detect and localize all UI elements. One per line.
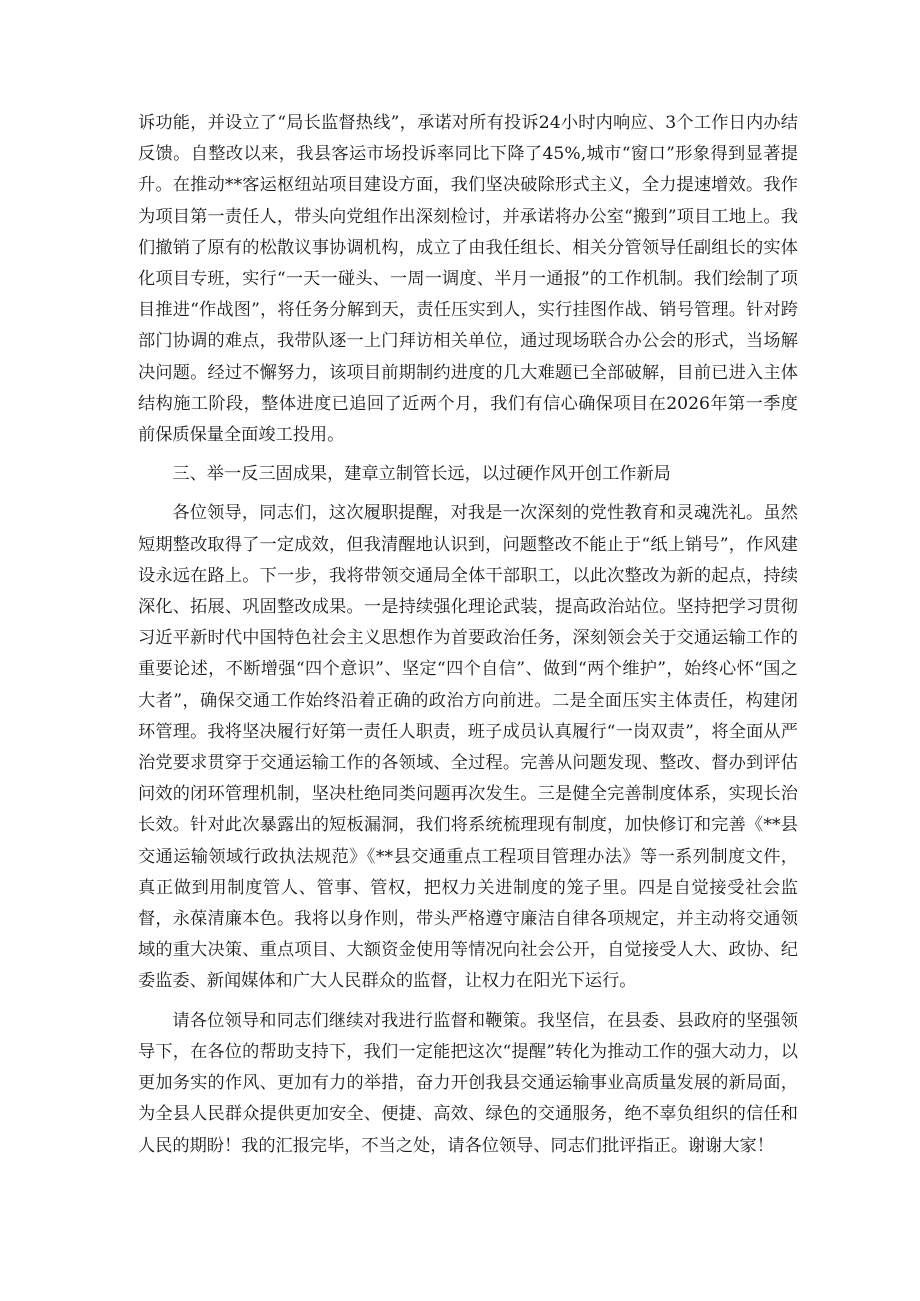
section-heading: 三、举一反三固成果，建章立制管长远，以过硬作风开创工作新局 xyxy=(172,464,671,485)
document-page xyxy=(138,108,798,1162)
paragraph-closing: 请各位领导和同志们继续对我进行监督和鞭策。我坚信，在县委、县政府的坚强领导下，在各位的帮助支持下，我们一定能把这次“提醒”转化为推动工作的强大动力，以更加务实的作风、更加有力的举措，奋力开创我县交通运输事业高质量发展的新局面，为全县人民群众提供更加安全、便捷、高效、绿色的交通服务，绝不辜负组织的信任和人民的期盼！我的汇报完毕，不当之处，请各位领导、同志们批评指正。谢谢大家！ xyxy=(138,1010,798,1156)
paragraph-next-steps: 各位领导，同志们，这次履职提醒，对我是一次深刻的党性教育和灵魂洗礼。虽然短期整改取得了一定成效，但我清醒地认识到，问题整改不能止于“纸上销号”，作风建设永远在路上。下一步，我将带领交通局全体干部职工，以此次整改为新的起点，持续深化、拓展、巩固整改成果。一是持续强化理论武装，提高政治站位。坚持把学习贯彻习近平新时代中国特色社会主义思想作为首要政治任务，深刻领会关于交通运输工作的重要论述，不断增强“四个意识”、坚定“四个自信”、做到“两个维护”，始终心怀“国之大者”，确保交通工作始终沿着正确的政治方向前进。二是全面压实主体责任，构建闭环管理。我将坚决履行好第一责任人职责，班子成员认真履行“一岗双责”，将全面从严治党要求贯穿于交通运输工作的各领域、全过程。完善从问题发现、整改、督办到评估问效的闭环管理机制，坚决杜绝同类问题再次发生。三是健全完善制度体系，实现长治长效。针对此次暴露出的短板漏洞，我们将系统梳理现有制度，加快修订和完善《**县交通运输领域行政执法规范》《**县交通重点工程项目管理办法》等一系列制度文件，真正做到用制度管人、管事、管权，把权力关进制度的笼子里。四是自觉接受社会监督，永葆清廉本色。我将以身作则，带头严格遵守廉洁自律各项规定，并主动将交通领域的重大决策、重点项目、大额资金使用等情况向社会公开，自觉接受人大、政协、纪委监委、新闻媒体和广大人民群众的监督，让权力在阳光下运行。 xyxy=(138,503,798,992)
paragraph-continued: 诉功能，并设立了“局长监督热线”，承诺对所有投诉24小时内响应、3个工作日内办结反馈。自整改以来，我县客运市场投诉率同比下降了45%,城市“窗口”形象得到显著提升。在推动**客运枢纽站项目建设方面，我们坚决破除形式主义，全力提速增效。我作为项目第一责任人，带头向党组作出深刻检讨，并承诺将办公室“搬到”项目工地上。我们撤销了原有的松散议事协调机构，成立了由我任组长、相关分管领导任副组长的实体化项目专班，实行“一天一碰头、一周一调度、半月一通报”的工作机制。我们绘制了项目推进“作战图”，将任务分解到天，责任压实到人，实行挂图作战、销号管理。针对跨部门协调的难点，我带队逐一上门拜访相关单位，通过现场联合办公会的形式，当场解决问题。经过不懈努力，该项目前期制约进度的几大难题已全部破解，目前已进入主体结构施工阶段，整体进度已追回了近两个月，我们有信心确保项目在2026年第一季度前保质保量全面竣工投用。 xyxy=(138,113,798,446)
